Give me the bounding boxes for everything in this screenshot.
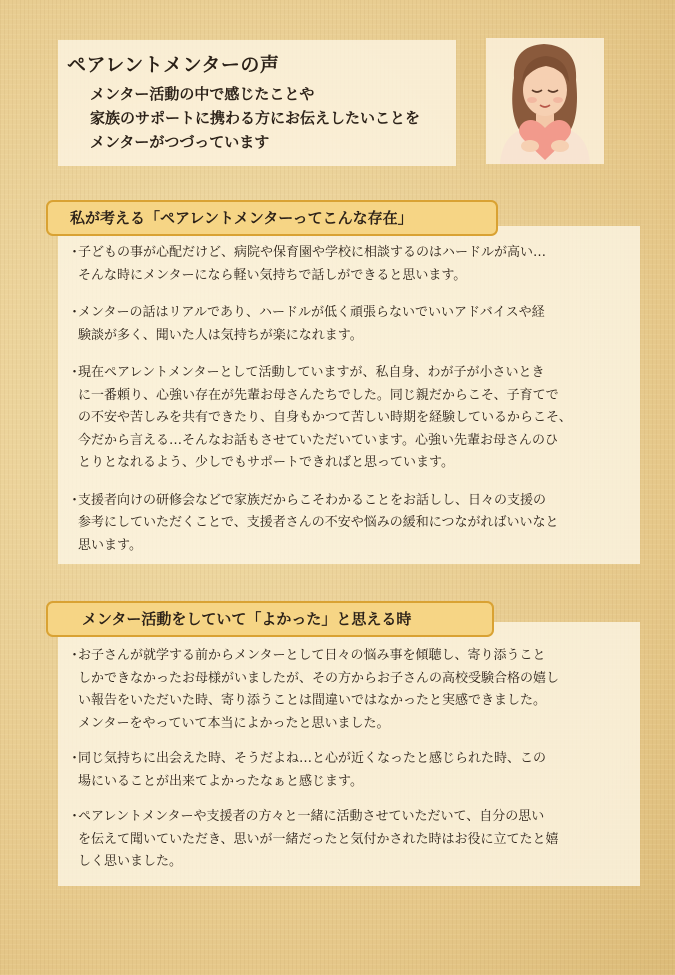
page-subtitle: [90, 82, 470, 154]
item-text: [78, 362, 572, 475]
item-text: [78, 302, 545, 347]
text-line: そんな時にメンターになら軽い気持ちで話しができると思います。: [78, 267, 467, 283]
text-line: い報告をいただいた時、寄り添うことは間違いではなかったと実感できました。: [78, 693, 547, 708]
subtitle-line: メンターがつづっています: [90, 133, 270, 151]
bullet: ・: [68, 492, 82, 508]
text-line: 現在ペアレントメンターとして活動していますが、私自身、わが子が小さいとき: [78, 365, 545, 380]
list-item: [68, 645, 636, 735]
text-line: を伝えて聞いていただき、思いが一緒だったと気付かされた時はお役に立てたと嬉: [78, 831, 559, 847]
hand: [521, 140, 539, 152]
item-text: [78, 242, 546, 287]
item-text: [78, 806, 558, 874]
text-line: しかできなかったお母様がいましたが、その方からお子さんの高校受験合格の嬉し: [78, 670, 560, 686]
bullet: ・: [68, 751, 82, 766]
text-line: の不安や苦しみを共有できたり、自身もかつて苦しい時期を経験しているからこそ、: [78, 410, 572, 425]
page-title: ペアレントメンターの声: [67, 54, 280, 76]
mentor-illustration: [486, 38, 604, 164]
bullet: ・: [68, 365, 82, 380]
list-item: [68, 806, 636, 874]
text-line: 支援者向けの研修会などで家族だからこそわかることをお話しし、日々の支援の: [78, 492, 547, 508]
list-item: [68, 490, 636, 558]
mentor-role-list: [68, 242, 636, 572]
section-heading-good-moments: メンター活動をしていて「よかった」と思える時: [46, 601, 494, 637]
hand: [551, 140, 569, 152]
item-text: [78, 645, 559, 735]
subtitle-line: メンター活動の中で感じたことや: [90, 85, 315, 103]
bullet: ・: [68, 305, 82, 320]
text-line: 場にいることが出来てよかったなぁと感じます。: [78, 773, 363, 789]
text-line: 参考にしていただくことで、支援者さんの不安や悩みの緩和につながればいいなと: [78, 515, 559, 530]
bullet: ・: [68, 245, 82, 260]
text-line: お子さんが就学する前からメンターとして日々の悩み事を傾聴し、寄り添うこと: [78, 648, 546, 663]
list-item: [68, 362, 636, 475]
list-item: [68, 748, 636, 793]
item-text: [78, 748, 546, 793]
good-moments-list: [68, 645, 636, 887]
list-item: [68, 302, 636, 347]
bullet: ・: [68, 809, 82, 824]
section-heading-mentor-role: 私が考える「ペアレントメンターってこんな存在」: [46, 200, 498, 236]
text-line: 同じ気持ちに出会えた時、そうだよね…と心が近くなったと感じられた時、この: [78, 751, 547, 766]
text-line: 思います。: [78, 537, 142, 553]
list-item: [68, 242, 636, 287]
text-line: メンターをやっていて本当によかったと思いました。: [78, 715, 390, 731]
text-line: しく思いました。: [78, 854, 183, 869]
cheek: [527, 97, 537, 103]
bullet: ・: [68, 648, 82, 663]
text-line: 今だから言える…そんなお話もさせていただいています。心強い先輩お母さんのひ: [78, 432, 558, 448]
text-line: に一番頼り、心強い存在が先輩お母さんたちでした。同じ親だからこそ、子育てで: [78, 387, 559, 403]
cheek: [553, 97, 563, 103]
subtitle-line: 家族のサポートに携わる方にお伝えしたいことを: [90, 109, 421, 127]
text-line: ペアレントメンターや支援者の方々と一緒に活動させていただいて、自分の思い: [78, 809, 545, 824]
text-line: とりとなれるよう、少しでもサポートできればと思っています。: [78, 455, 454, 470]
text-line: メンターの話はリアルであり、ハードルが低く頑張らないでいいアドバイスや経: [78, 305, 545, 320]
text-line: 子どもの事が心配だけど、病院や保育園や学校に相談するのはハードルが高い…: [78, 245, 547, 260]
item-text: [78, 490, 558, 558]
text-line: 験談が多く、聞いた人は気持ちが楽になれます。: [78, 327, 363, 343]
